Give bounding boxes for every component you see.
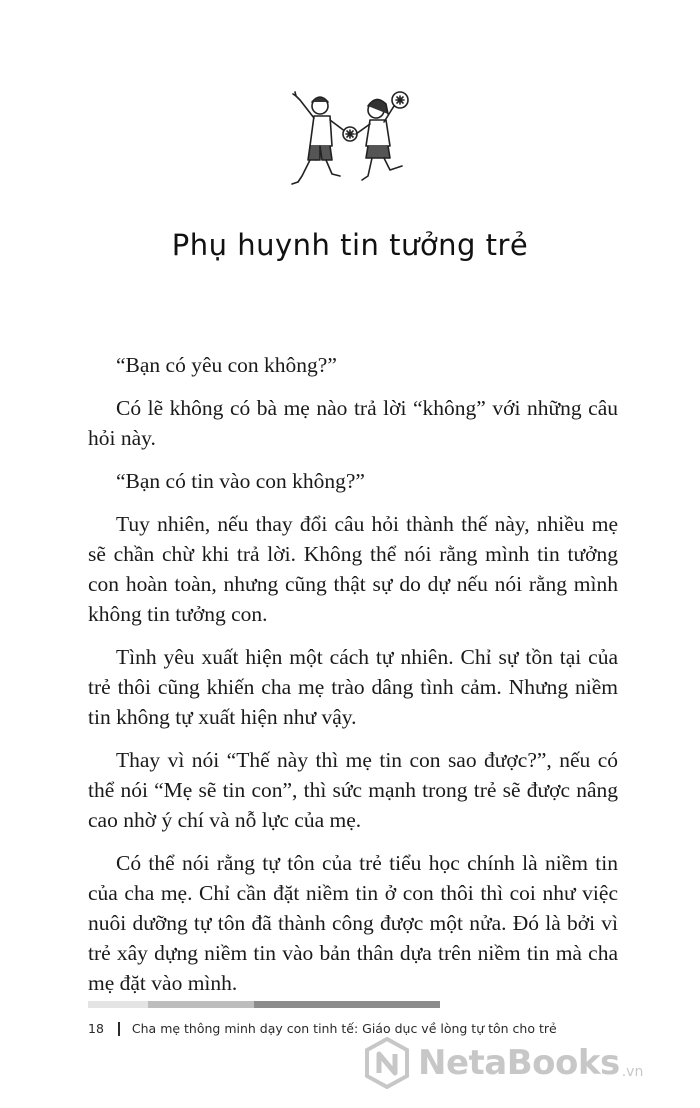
- netabooks-logo-icon: [364, 1037, 410, 1089]
- paragraph: Thay vì nói “Thế này thì mẹ tin con sao được?”, nếu có thể nói “Mẹ sẽ tin con”, thì sức mạnh trong trẻ sẽ được nâng cao nhờ ý chí và nỗ lực của mẹ.: [88, 748, 618, 832]
- watermark-brand: NetaBooks: [418, 1043, 620, 1083]
- paragraph: Tình yêu xuất hiện một cách tự nhiên. Chỉ sự tồn tại của trẻ thôi cũng khiến cha mẹ trào dâng tình cảm. Nhưng niềm tin không tự xuất hiện như vậy.: [88, 645, 618, 729]
- watermark-suffix: .vn: [621, 1064, 644, 1080]
- reading-progress-bar: [88, 1001, 440, 1008]
- body-text: [88, 350, 618, 1011]
- progress-segment: [254, 1001, 440, 1008]
- progress-segment: [88, 1001, 148, 1008]
- children-holding-hands-illustration: [276, 88, 426, 198]
- paragraph: “Bạn có tin vào con không?”: [116, 469, 365, 493]
- paragraph: Có thể nói rằng tự tôn của trẻ tiểu học chính là niềm tin của cha mẹ. Chỉ cần đặt niềm tin ở con thôi thì coi như việc nuôi dưỡng tự tôn đã thành công được một nửa. Đó là bởi vì trẻ xây dựng niềm tin vào bản thân dựa trên niềm tin mà cha mẹ đặt vào mình.: [88, 851, 618, 995]
- paragraph: Có lẽ không có bà mẹ nào trả lời “không” với những câu hỏi này.: [88, 396, 618, 450]
- watermark: [364, 1028, 684, 1098]
- paragraph: “Bạn có yêu con không?”: [116, 353, 337, 377]
- book-title: Cha mẹ thông minh dạy con tinh tế: Giáo dục về lòng tự tôn cho trẻ: [131, 1021, 557, 1036]
- paragraph: Tuy nhiên, nếu thay đổi câu hỏi thành thế này, nhiều mẹ sẽ chần chừ khi trả lời. Không thể nói rằng mình tin tưởng con hoàn toàn, nhưng cũng thật sự do dự nếu nói rằng mình không tin tưởng con.: [88, 512, 618, 626]
- chapter-title: Phụ huynh tin tưởng trẻ: [171, 228, 529, 262]
- page-number: 18: [88, 1021, 104, 1036]
- progress-segment: [148, 1001, 254, 1008]
- footer-separator: [118, 1022, 120, 1036]
